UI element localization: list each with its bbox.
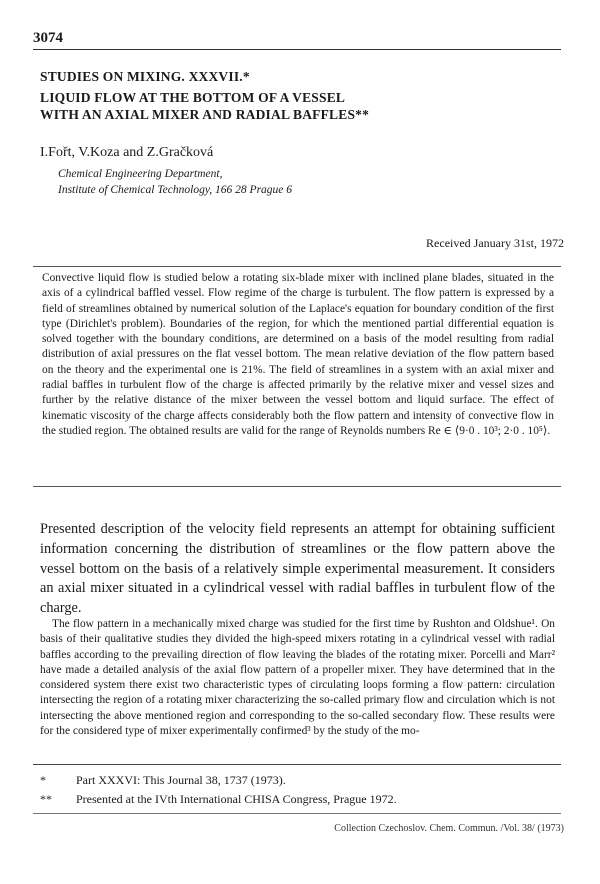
- title-line: WITH AN AXIAL MIXER AND RADIAL BAFFLES**: [40, 107, 370, 122]
- footnote-mark: **: [40, 792, 52, 806]
- series-title: STUDIES ON MIXING. XXXVII.*: [40, 69, 250, 84]
- footnote-rule: [33, 764, 561, 765]
- article-title: [40, 89, 369, 123]
- footnote: [40, 771, 397, 790]
- footnote: [40, 790, 397, 809]
- affiliation-line: Chemical Engineering Department,: [58, 168, 223, 180]
- authors: I.Fořt, V.Koza and Z.Gračková: [40, 145, 214, 160]
- footnote-text: Part XXXVI: This Journal 38, 1737 (1973).: [76, 773, 286, 787]
- title-line: LIQUID FLOW AT THE BOTTOM OF A VESSEL: [40, 90, 346, 105]
- header-rule: [33, 49, 561, 50]
- affiliation: [58, 166, 292, 198]
- body-paragraph: The flow pattern in a mechanically mixed charge was studied for the first time by Rushton and Oldshue¹. On basis of their qualitative studies they divided the high-speed mixers rotating in a cylindrical vessel with radial baffles according to the prevailing direction of flow leaving the blades of the rotating mixer. Porcelli and Marr² have made a detailed analysis of the axial flow pattern of a propeller mixer. They have determined that in the considered system there exist two characteristic types of circulating loops forming a flow pattern: circulation intersecting the region of a rotating mixer characterizing the so-called primary flow and circulation which is not intersecting the above mentioned region and corresponding to the so-called secondary flow. These results were for the considered type of mixer experimentally confirmed³ by the study of the mo-: [40, 618, 555, 738]
- footnote-mark: *: [40, 773, 46, 787]
- bottom-rule: [33, 813, 561, 814]
- footnotes: [40, 771, 397, 809]
- intro-paragraph: Presented description of the velocity field represents an attempt for obtaining sufficient information concerning the distribution of streamlines or the flow pattern above the vessel bottom on the basis of a relatively simple experimental measurement. It considers an axial mixer situated in a cylindrical vessel with radial baffles in turbulent flow of the charge.: [40, 521, 555, 617]
- affiliation-line: Institute of Chemical Technology, 166 28 Prague 6: [58, 184, 293, 196]
- journal-reference: Collection Czechoslov. Chem. Commun. /Vol. 38/ (1973): [334, 823, 564, 834]
- page-number: 3074: [33, 30, 63, 46]
- received-date: Received January 31st, 1972: [426, 236, 564, 250]
- abstract-bottom-rule: [33, 486, 561, 487]
- abstract: Convective liquid flow is studied below a rotating six-blade mixer with inclined plane blades, situated in the axis of a cylindrical baffled vessel. Flow regime of the charge is turbulent. The flow pattern is expressed by a field of streamlines obtained by numerical solution of the Laplace's equation for boundary condition of the first type (Dirichlet's problem). Boundaries of the region, for which the mentioned partial differential equation is solved together with the boundary conditions, are determined on a basis of the model resulting from radial distribution of axial pressures on the flat vessel bottom. The mean relative deviation of the flow pattern based on the theory and the experimental one is 21%. The field of streamlines in a system with an axial mixer and radial baffles in turbulent flow of the charge is affected primarily by the relative mixer and vessel sizes and further by the relative distance of the mixer between the vessel bottom and liquid surface. The effect of kinematic viscosity of the charge affects considerably both the flow pattern and intensity of convective flow in the studied region. The obtained results are valid for the range of Reynolds numbers Re ∈ ⟨9·0 . 10³; 2·0 . 10⁵⟩.: [42, 272, 554, 437]
- abstract-top-rule: [33, 266, 561, 267]
- footnote-text: Presented at the IVth International CHISA Congress, Prague 1972.: [76, 792, 397, 806]
